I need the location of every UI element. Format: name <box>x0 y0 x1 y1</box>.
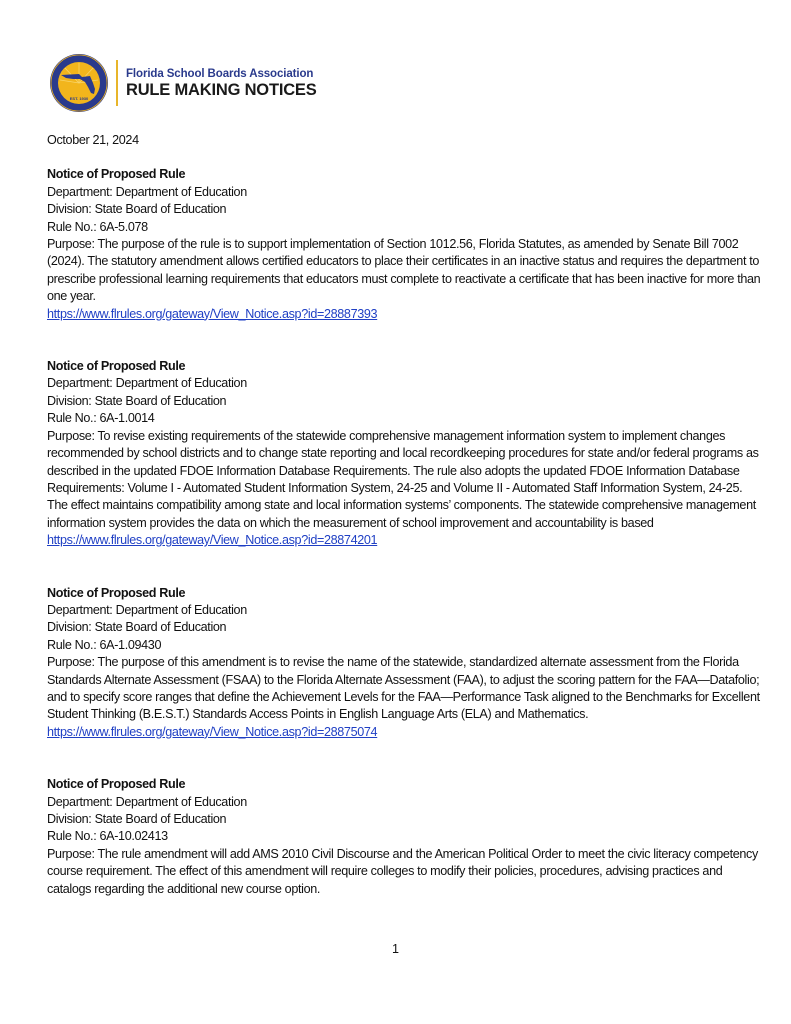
notice-department: Department: Department of Education <box>47 794 247 809</box>
notice-rule-number: Rule No.: 6A-5.078 <box>47 219 148 234</box>
notice-division: Division: State Board of Education <box>47 202 227 217</box>
document-body <box>47 132 762 898</box>
notice-title: Notice of Proposed Rule <box>47 359 186 374</box>
notice-purpose: Purpose: The purpose of this amendment is to revise the name of the statewide, standardized alternate assessment from the Florida Standards Alternate Assessment (FSAA) to the Florida Alternate Assessment (FAA), to adjust the scoring pattern for the FAA—Datafolio; and to specify score ranges that define the Achievement Levels for the FAA—Performance Task aligned to the Benchmarks for Excellent Student Thinking (B.E.S.T.) Standards Access Points in English Language Arts (ELA) and Mathematics. <box>47 655 760 722</box>
notice-1 <box>47 166 762 323</box>
notice-link[interactable]: https://www.flrules.org/gateway/View_Notice.asp?id=28875074 <box>47 724 378 739</box>
notice-department: Department: Department of Education <box>47 184 247 199</box>
notice-department: Department: Department of Education <box>47 602 247 617</box>
notice-purpose: Purpose: The rule amendment will add AMS 2010 Civil Discourse and the American Political Order to meet the civic literacy competency course requirement. The effect of this amendment will require colleges to modify their policies, procedures, advising practices and catalogs regarding the additional new course option. <box>47 846 758 896</box>
notice-department: Department: Department of Education <box>47 376 247 391</box>
header-divider <box>116 60 118 106</box>
notice-title: Notice of Proposed Rule <box>47 777 186 792</box>
notice-link[interactable]: https://www.flrules.org/gateway/View_Notice.asp?id=28874201 <box>47 533 378 548</box>
notice-division: Division: State Board of Education <box>47 620 227 635</box>
notice-purpose: Purpose: The purpose of the rule is to support implementation of Section 1012.56, Florida Statutes, as amended by Senate Bill 7002 (2024). The statutory amendment allows certified educators to place their certificates in an inactive status and requires the department to prescribe professional learning requirements that educators must complete to reactivate a certificate that has been inactive for more than one year. <box>47 237 761 304</box>
document-header <box>49 52 317 114</box>
fsba-seal-logo-icon <box>49 53 109 113</box>
notice-2 <box>47 358 762 549</box>
notice-title: Notice of Proposed Rule <box>47 585 186 600</box>
org-name: Florida School Boards Association <box>126 67 314 80</box>
notice-link[interactable]: https://www.flrules.org/gateway/View_Notice.asp?id=28887393 <box>47 306 378 321</box>
document-date: October 21, 2024 <box>47 133 139 147</box>
notice-rule-number: Rule No.: 6A-1.09430 <box>47 637 162 652</box>
notice-rule-number: Rule No.: 6A-1.0014 <box>47 411 155 426</box>
notice-3 <box>47 585 762 742</box>
notice-4 <box>47 776 762 898</box>
notice-rule-number: Rule No.: 6A-10.02413 <box>47 829 168 844</box>
notice-purpose: Purpose: To revise existing requirements of the statewide comprehensive management information system to implement changes recommended by school districts and to change state reporting and local recordkeeping procedures for state and/or federal programs as described in the updated FDOE Information Database Requirements. The rule also adopts the updated FDOE Information Database Requirements: Volume I - Automated Student Information System, 24-25 and Volume II - Automated Staff Information System, 24-25. The effect maintains compatibility among state and local information systems’ components. The statewide comprehensive management information system provides the data on which the measurement of school improvement and accountability is based <box>47 428 759 530</box>
logo-est-text: EST. 1930 <box>69 96 89 101</box>
header-title: RULE MAKING NOTICES <box>126 80 317 99</box>
notice-title: Notice of Proposed Rule <box>47 167 186 182</box>
page-number: 1 <box>391 942 399 956</box>
notice-division: Division: State Board of Education <box>47 393 227 408</box>
notice-division: Division: State Board of Education <box>47 812 227 826</box>
